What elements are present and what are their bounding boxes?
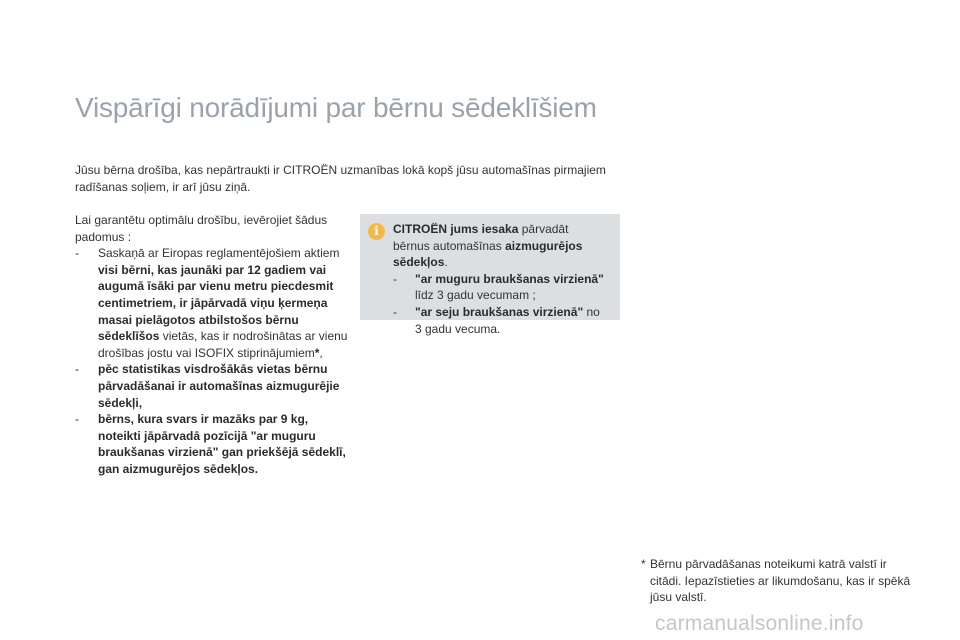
list-item-bold: "ar muguru braukšanas virzienā" <box>415 271 604 286</box>
footnote-text: Bērnu pārvadāšanas noteikumi katrā valstī ir citādi. Iepazīstieties ar likumdošanu, kas ir spēkā jūsu valstī. <box>650 557 911 604</box>
list-dash: - <box>75 412 79 427</box>
list-item <box>75 411 350 477</box>
list-dash: - <box>75 362 79 377</box>
list-item <box>393 271 608 304</box>
list-item <box>75 245 350 361</box>
list-dash: - <box>75 246 79 261</box>
list-item-bold: "ar seju braukšanas virzienā" <box>415 304 584 319</box>
list-item-bold: visi bērni, kas jaunāki par 12 gadiem vai augumā īsāki par vienu metru piecdesmit centimetriem, ir jāpārvadā viņu ķermeņa masai pielāgotos atbilstošos bērnu sēdeklīšos <box>98 262 334 344</box>
footnote-marker: * <box>314 345 320 360</box>
list-item-text: vietās, kas ir nodrošinātas ar vienu drošības jostu vai ISOFIX stiprinājumiem <box>98 329 348 360</box>
list-item-bold: pēc statistikas visdrošākās vietas bērnu pārvadāšanai ir automašīnas aizmugurējie sēdekļi, <box>98 362 340 410</box>
page-title: Vispārīgi norādījumi par bērnu sēdeklīšiem <box>75 92 597 123</box>
intro-paragraph: Jūsu bērna drošība, kas nepārtraukti ir CITROËN uzmanības lokā kopš jūsu automašīnas pirmajiem radīšanas soļiem, ir arī jūsu ziņā. <box>75 163 606 194</box>
footnote <box>641 556 911 606</box>
recommendation-text: . <box>444 255 448 270</box>
recommendation-bold: CITROËN jums iesaka <box>393 222 519 236</box>
recommendation-box <box>360 214 620 336</box>
recommendation-lead <box>393 221 608 271</box>
list-item-text: līdz 3 gadu vecumam ; <box>415 288 536 303</box>
list-item-bold: bērns, kura svars ir mazāks par 9 kg, noteikti jāpārvadā pozīcijā "ar muguru braukšanas virzienā" gan priekšējā sēdeklī, gan aizmugurējos sēdekļos. <box>98 412 346 476</box>
advice-section <box>75 212 350 478</box>
list-item <box>75 361 350 411</box>
info-icon: i <box>368 223 385 240</box>
list-item-text: , <box>319 345 323 360</box>
advice-list <box>75 245 350 477</box>
list-item-text: Saskaņā ar Eiropas reglamentējošiem aktiem <box>98 246 340 261</box>
watermark: carmanualsonline.info <box>655 612 864 635</box>
recommendation-list <box>393 271 608 337</box>
list-dash: - <box>393 271 397 286</box>
list-item-text: no 3 gadu vecuma. <box>415 304 600 336</box>
list-dash: - <box>393 304 397 319</box>
recommendation-bold: aizmugurējos sēdekļos <box>393 238 583 270</box>
advice-lead: Lai garantētu optimālu drošību, ievērojiet šādus padomus : <box>75 213 328 244</box>
list-item <box>393 304 608 337</box>
recommendation-text: pārvadāt bērnus automašīnas <box>393 222 569 253</box>
footnote-star: * <box>641 557 646 571</box>
